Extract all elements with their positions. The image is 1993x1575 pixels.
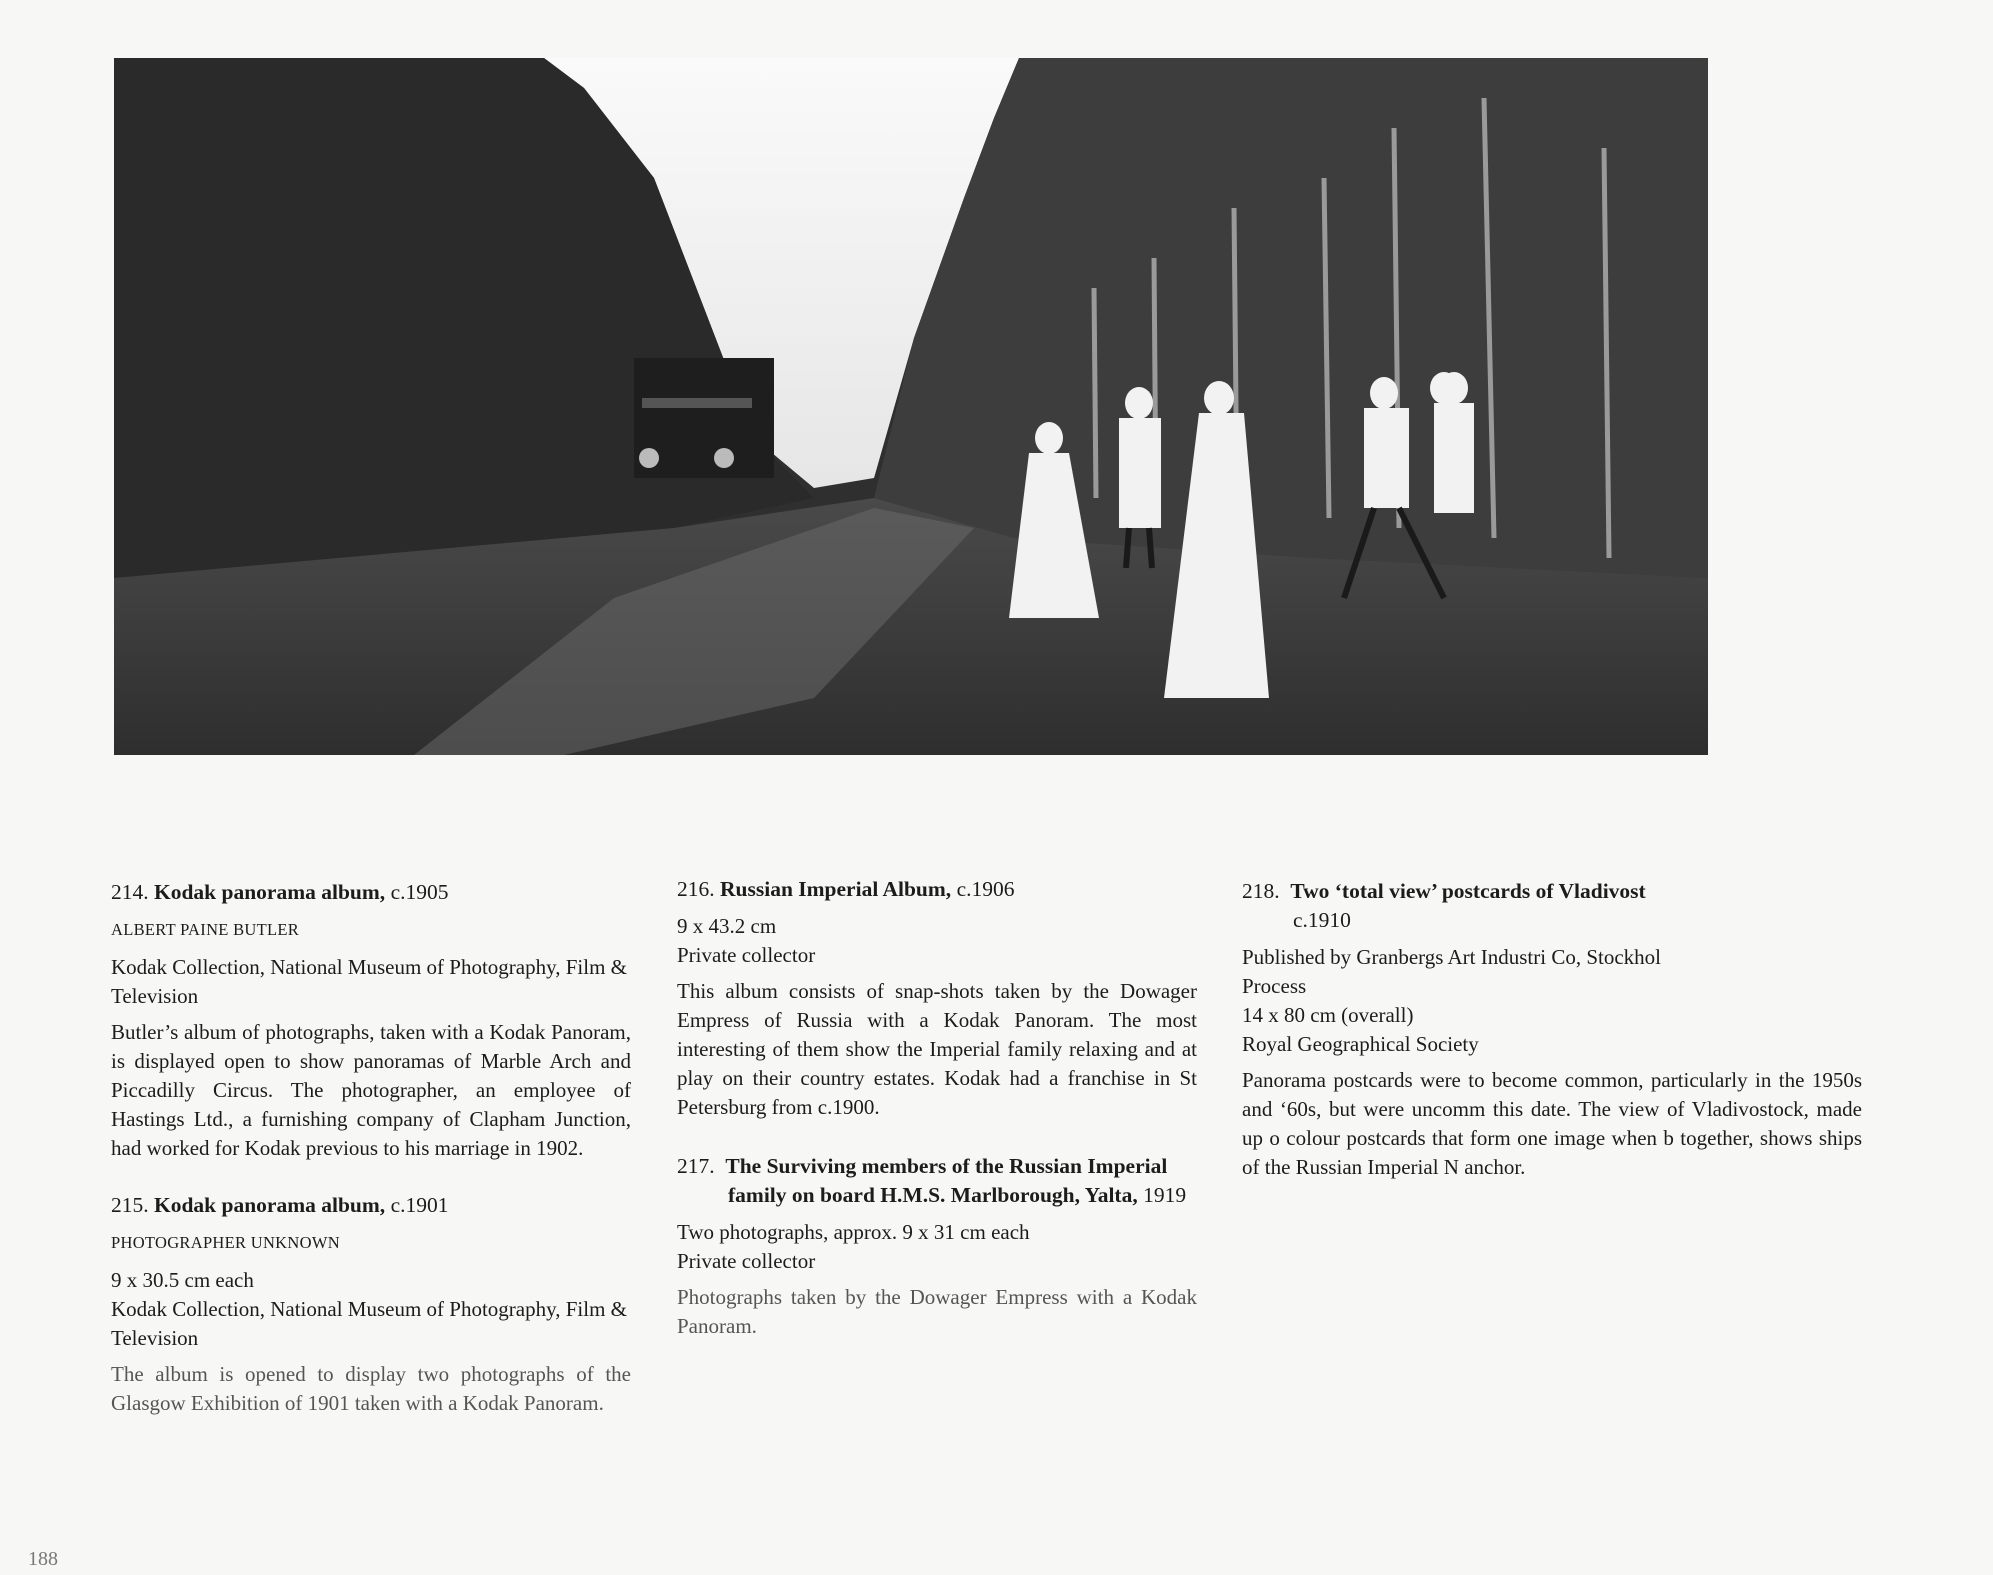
- entry-collection: Kodak Collection, National Museum of Photography, Film & Television: [111, 955, 628, 1008]
- entry-collection: Private collector: [677, 943, 816, 967]
- entry-description: Panorama postcards were to become common, particularly in the 1950s and ‘60s, but were uncomm this date. The view of Vladivostock, made up o colour postcards that form one image when b together, shows ships of the Russian Imperial N anchor.: [1242, 1068, 1862, 1179]
- entry-date: 1919: [1143, 1183, 1187, 1207]
- entry-number: 215.: [111, 1193, 149, 1217]
- entry-dimensions: Two photographs, approx. 9 x 31 cm each: [677, 1220, 1030, 1244]
- entry-title: Two ‘total view’ postcards of Vladivost: [1290, 879, 1646, 903]
- entry-title: Kodak panorama album,: [154, 1193, 386, 1217]
- catalog-entry-218: [1242, 877, 1862, 1182]
- entry-title: Kodak panorama album,: [154, 880, 386, 904]
- entry-number: 216.: [677, 877, 715, 901]
- entry-collection: Kodak Collection, National Museum of Photography, Film & Television: [111, 1297, 628, 1350]
- entry-description: Butler’s album of photographs, taken with a Kodak Panoram, is displayed open to show panoramas of Marble Arch and Piccadilly Circus. The photographer, an employee of Hastings Ltd., a furnishing company of Clapham Junction, had worked for Kodak previous to his marriage in 1902.: [111, 1020, 631, 1160]
- entry-date: c.1905: [390, 880, 449, 904]
- entry-process: Process: [1242, 974, 1307, 998]
- entry-dimensions: 9 x 43.2 cm: [677, 914, 777, 938]
- entry-dimensions: 9 x 30.5 cm each: [111, 1268, 254, 1292]
- entry-date: c.1910: [1293, 908, 1351, 932]
- entry-date: c.1906: [956, 877, 1015, 901]
- entry-heading: [1242, 877, 1993, 935]
- entry-author: ALBERT PAINE BUTLER: [111, 920, 300, 939]
- entry-heading: [111, 878, 631, 907]
- column-middle: [677, 875, 1197, 1369]
- column-left: [111, 878, 631, 1446]
- entry-heading: [677, 1152, 1197, 1210]
- entry-number: 218.: [1242, 879, 1280, 903]
- entry-number: 217.: [677, 1154, 715, 1178]
- catalog-entry-214: [111, 878, 631, 1163]
- catalog-entry-216: [677, 875, 1197, 1122]
- page-number: 188: [28, 1548, 58, 1570]
- entry-date: c.1901: [390, 1193, 449, 1217]
- catalog-entry-215: [111, 1191, 631, 1418]
- entry-author: PHOTOGRAPHER UNKNOWN: [111, 1233, 340, 1252]
- entry-heading: [677, 875, 1197, 904]
- entry-dimensions: 14 x 80 cm (overall): [1242, 1003, 1414, 1027]
- entry-collection: Royal Geographical Society: [1242, 1032, 1479, 1056]
- entry-publisher: Published by Granbergs Art Industri Co, Stockhol: [1242, 945, 1662, 969]
- panorama-photograph: [114, 58, 1708, 755]
- entry-description: The album is opened to display two photographs of the Glasgow Exhibition of 1901 taken with a Kodak Panoram.: [111, 1362, 631, 1415]
- column-right: [1242, 877, 1862, 1210]
- entry-description: Photographs taken by the Dowager Empress with a Kodak Panoram.: [677, 1285, 1197, 1338]
- entry-heading: [111, 1191, 631, 1220]
- entry-title: The Surviving members of the Russian Imperial family on board H.M.S. Marlborough, Yalta,: [725, 1154, 1168, 1207]
- entry-number: 214.: [111, 880, 149, 904]
- entry-collection: Private collector: [677, 1249, 816, 1273]
- entry-description: This album consists of snap-shots taken by the Dowager Empress of Russia with a Kodak Panoram. The most interesting of them show the Imperial family relaxing and at play on their country estates. Kodak had a franchise in St Petersburg from c.1900.: [677, 979, 1197, 1119]
- entry-title: Russian Imperial Album,: [720, 877, 952, 901]
- catalog-entry-217: [677, 1152, 1197, 1341]
